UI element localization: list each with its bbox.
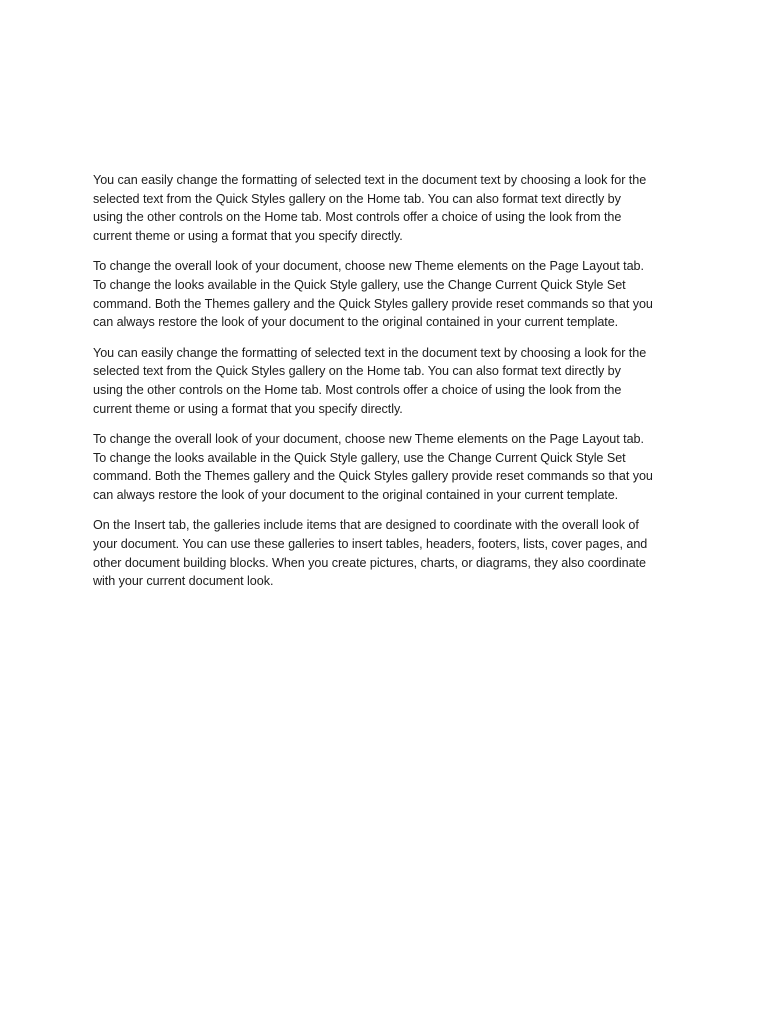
paragraph-line: your document. You can use these galleries to insert tables, headers, footers, lists, cover pages, and — [93, 536, 648, 551]
paragraph-line: can always restore the look of your document to the original contained in your current template. — [93, 315, 619, 330]
paragraph-line: You can easily change the formatting of selected text in the document text by choosing a look for the — [93, 173, 647, 187]
paragraph-line: To change the overall look of your document, choose new Theme elements on the Page Layout tab. — [93, 259, 644, 274]
paragraph-line: To change the looks available in the Quick Style gallery, use the Change Current Quick Style Set — [93, 278, 626, 293]
paragraph-line: selected text from the Quick Styles gallery on the Home tab. You can also format text directly by — [93, 364, 621, 379]
paragraph-line: with your current document look. — [93, 574, 274, 589]
paragraph-line: You can easily change the formatting of selected text in the document text by choosing a look for the — [93, 345, 647, 360]
paragraph-line: command. Both the Themes gallery and the Quick Styles gallery provide reset commands so that you — [93, 469, 653, 484]
paragraph-line: can always restore the look of your document to the original contained in your current template. — [93, 488, 619, 503]
paragraph-line: To change the overall look of your document, choose new Theme elements on the Page Layout tab. — [93, 431, 644, 446]
paragraph-line: command. Both the Themes gallery and the Quick Styles gallery provide reset commands so that you — [93, 296, 653, 311]
paragraph-line: On the Insert tab, the galleries include items that are designed to coordinate with the overall look of — [93, 518, 639, 533]
paragraph-line: current theme or using a format that you specify directly. — [93, 229, 403, 244]
paragraph-1 — [93, 171, 681, 246]
paragraph-line: using the other controls on the Home tab. Most controls offer a choice of using the look from the — [93, 210, 622, 225]
paragraph-5 — [93, 516, 681, 591]
paragraph-line: using the other controls on the Home tab. Most controls offer a choice of using the look from the — [93, 383, 622, 398]
paragraph-3 — [93, 344, 681, 419]
paragraph-line: selected text from the Quick Styles gallery on the Home tab. You can also format text directly by — [93, 191, 621, 206]
document-body — [93, 171, 681, 603]
paragraph-4 — [93, 430, 681, 505]
paragraph-2 — [93, 257, 681, 332]
paragraph-line: current theme or using a format that you specify directly. — [93, 401, 403, 416]
paragraph-line: other document building blocks. When you create pictures, charts, or diagrams, they also coordinate — [93, 555, 646, 570]
paragraph-line: To change the looks available in the Quick Style gallery, use the Change Current Quick Style Set — [93, 450, 626, 465]
